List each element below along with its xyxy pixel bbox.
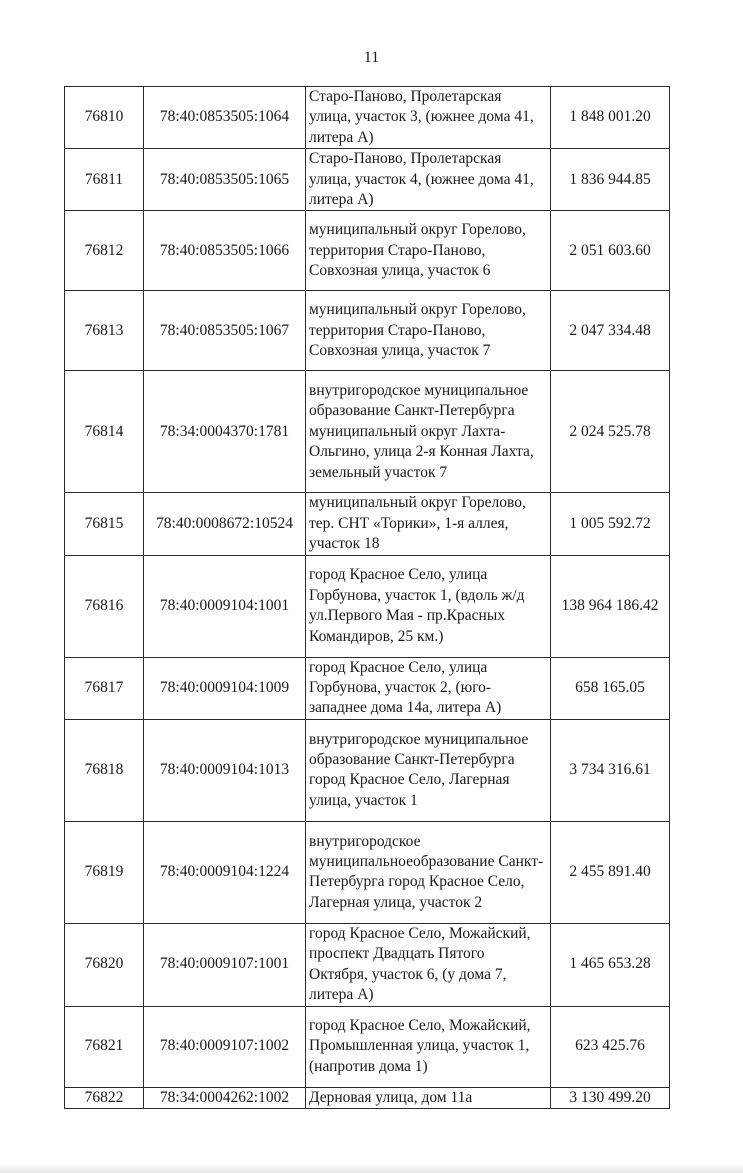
cadastral-value: 138 964 186.42 <box>551 555 670 657</box>
registry-table <box>64 86 670 1109</box>
address: Старо-Паново, Пролетарская улица, участок 4, (южнее дома 41, литера А) <box>306 149 551 211</box>
row-number: 76815 <box>65 493 144 555</box>
row-number: 76819 <box>65 821 144 923</box>
row-number: 76811 <box>65 149 144 211</box>
cadastral-number: 78:40:0853505:1066 <box>144 211 306 291</box>
address: муниципальный округ Горелово, тер. СНТ «Торики», 1-я аллея, участок 18 <box>306 493 551 555</box>
row-number: 76813 <box>65 291 144 371</box>
cadastral-value: 2 024 525.78 <box>551 371 670 493</box>
cadastral-number: 78:40:0009104:1001 <box>144 555 306 657</box>
cadastral-value: 2 455 891.40 <box>551 821 670 923</box>
cadastral-number: 78:40:0009104:1009 <box>144 657 306 719</box>
table-row <box>65 719 670 821</box>
row-number: 76820 <box>65 923 144 1006</box>
cadastral-value: 1 848 001.20 <box>551 87 670 149</box>
table-row <box>65 923 670 1006</box>
cadastral-number: 78:40:0009107:1002 <box>144 1006 306 1087</box>
cadastral-value: 2 051 603.60 <box>551 211 670 291</box>
cadastral-number: 78:40:0853505:1064 <box>144 87 306 149</box>
address: город Красное Село, улица Горбунова, участок 1, (вдоль ж/д ул.Первого Мая - пр.Красных Командиров, 25 км.) <box>306 555 551 657</box>
row-number: 76812 <box>65 211 144 291</box>
table-row <box>65 371 670 493</box>
table-row <box>65 657 670 719</box>
cadastral-value: 1 465 653.28 <box>551 923 670 1006</box>
cadastral-number: 78:40:0853505:1067 <box>144 291 306 371</box>
page-number: 11 <box>363 49 380 66</box>
cadastral-number: 78:40:0009107:1001 <box>144 923 306 1006</box>
scan-edge-shadow <box>0 1162 743 1173</box>
table-row <box>65 149 670 211</box>
address: Старо-Паново, Пролетарская улица, участок 3, (южнее дома 41, литера А) <box>306 87 551 149</box>
address: муниципальный округ Горелово, территория Старо-Паново, Совхозная улица, участок 6 <box>306 211 551 291</box>
table-row <box>65 821 670 923</box>
table-row <box>65 555 670 657</box>
cadastral-value: 1 005 592.72 <box>551 493 670 555</box>
cadastral-number: 78:40:0008672:10524 <box>144 493 306 555</box>
address: муниципальный округ Горелово, территория Старо-Паново, Совхозная улица, участок 7 <box>306 291 551 371</box>
cadastral-number: 78:40:0853505:1065 <box>144 149 306 211</box>
table-row <box>65 493 670 555</box>
cadastral-value: 623 425.76 <box>551 1006 670 1087</box>
address: внутригородское муниципальноеобразование Санкт-Петербурга город Красное Село, Лагерная улица, участок 2 <box>306 821 551 923</box>
cadastral-value: 3 130 499.20 <box>551 1087 670 1108</box>
address: город Красное Село, Можайский, Промышленная улица, участок 1, (напротив дома 1) <box>306 1006 551 1087</box>
row-number: 76821 <box>65 1006 144 1087</box>
row-number: 76817 <box>65 657 144 719</box>
cadastral-value: 1 836 944.85 <box>551 149 670 211</box>
row-number: 76810 <box>65 87 144 149</box>
address: Дерновая улица, дом 11а <box>306 1087 551 1108</box>
table-row <box>65 1087 670 1108</box>
row-number: 76818 <box>65 719 144 821</box>
row-number: 76816 <box>65 555 144 657</box>
cadastral-number: 78:40:0009104:1013 <box>144 719 306 821</box>
cadastral-value: 658 165.05 <box>551 657 670 719</box>
cadastral-value: 2 047 334.48 <box>551 291 670 371</box>
address: внутригородское муниципальное образование Санкт-Петербурга муниципальный округ Лахта-Ольгино, улица 2-я Конная Лахта, земельный участок 7 <box>306 371 551 493</box>
cadastral-number: 78:34:0004370:1781 <box>144 371 306 493</box>
cadastral-value: 3 734 316.61 <box>551 719 670 821</box>
table-row <box>65 291 670 371</box>
table-row <box>65 1006 670 1087</box>
cadastral-number: 78:40:0009104:1224 <box>144 821 306 923</box>
table-row <box>65 87 670 149</box>
address: город Красное Село, Можайский, проспект Двадцать Пятого Октября, участок 6, (у дома 7, литера А) <box>306 923 551 1006</box>
table-row <box>65 211 670 291</box>
address: город Красное Село, улица Горбунова, участок 2, (юго-западнее дома 14а, литера А) <box>306 657 551 719</box>
address: внутригородское муниципальное образование Санкт-Петербурга город Красное Село, Лагерная улица, участок 1 <box>306 719 551 821</box>
row-number: 76822 <box>65 1087 144 1108</box>
row-number: 76814 <box>65 371 144 493</box>
cadastral-number: 78:34:0004262:1002 <box>144 1087 306 1108</box>
